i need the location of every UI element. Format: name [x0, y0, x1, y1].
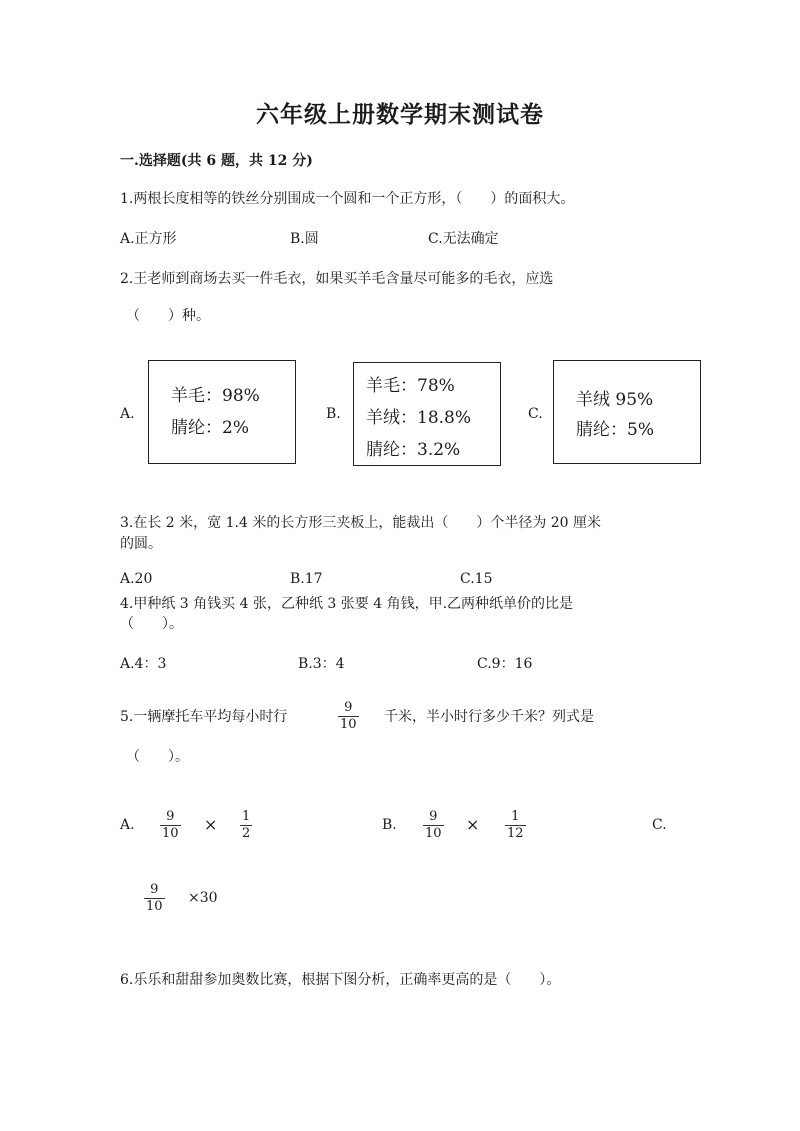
option-c-fraction	[144, 883, 165, 914]
fraction-denominator: 2	[242, 826, 251, 841]
question-1-option-b: B.圆	[290, 231, 319, 247]
option-c-multiplier: ×30	[188, 890, 218, 906]
box-c-line-1: 羊绒 95%	[576, 390, 654, 410]
question-2-text-line2: （ ）种。	[126, 308, 210, 324]
question-5-option-c-label: C.	[652, 817, 667, 833]
question-2-box-a	[148, 360, 296, 464]
option-a-fraction-2	[240, 810, 252, 841]
question-2-label-a: A.	[120, 406, 135, 422]
question-2-box-c	[553, 360, 701, 464]
fraction-numerator: 9	[166, 809, 175, 824]
question-2-box-b	[353, 362, 501, 466]
box-a-line-2: 腈纶：2%	[171, 418, 249, 438]
fraction-denominator: 12	[507, 826, 524, 841]
option-a-multiply-sign: ×	[204, 815, 218, 834]
question-1-option-a: A.正方形	[120, 231, 177, 247]
question-4-option-a: A.4：3	[120, 656, 167, 672]
question-2-text-line1: 2.王老师到商场去买一件毛衣，如果买羊毛含量尽可能多的毛衣，应选	[120, 271, 554, 287]
question-1-text: 1.两根长度相等的铁丝分别围成一个圆和一个正方形，（ ）的面积大。	[120, 191, 575, 207]
option-a-fraction-1	[160, 810, 181, 841]
question-3-text-line1: 3.在长 2 米，宽 1.4 米的长方形三夹板上，能裁出（ ）个半径为 20 厘米	[120, 515, 602, 531]
fraction-numerator: 9	[429, 809, 438, 824]
question-4-text-line2: （ ）。	[120, 616, 183, 632]
question-5-text-before: 5.一辆摩托车平均每小时行	[120, 709, 288, 725]
question-6-text: 6.乐乐和甜甜参加奥数比赛，根据下图分析，正确率更高的是（ ）。	[120, 972, 561, 988]
page-title: 六年级上册数学期末测试卷	[256, 101, 544, 128]
fraction-numerator: 1	[511, 809, 520, 824]
question-5-text-after: 千米，半小时行多少千米？列式是	[384, 709, 594, 725]
option-b-fraction-1	[423, 810, 444, 841]
fraction-numerator: 1	[242, 809, 251, 824]
fraction-denominator: 10	[162, 826, 179, 841]
question-5-option-a-label: A.	[120, 817, 135, 833]
fraction-denominator: 10	[146, 899, 163, 914]
question-5-fraction	[338, 701, 359, 732]
box-b-line-1: 羊毛：78%	[366, 376, 455, 396]
box-b-line-2: 羊绒：18.8%	[366, 408, 472, 428]
question-4-option-b: B.3：4	[298, 656, 345, 672]
box-b-line-3: 腈纶：3.2%	[366, 440, 461, 460]
question-5-option-b-label: B.	[382, 817, 397, 833]
fraction-denominator: 10	[340, 717, 357, 732]
option-b-fraction-2	[505, 810, 526, 841]
fraction-numerator: 9	[344, 700, 353, 715]
box-c-line-2: 腈纶：5%	[576, 420, 654, 440]
question-5-text-line2: （ ）。	[126, 749, 189, 765]
question-4-option-c: C.9：16	[477, 656, 533, 672]
box-a-line-1: 羊毛：98%	[171, 386, 260, 406]
question-1-option-c: C.无法确定	[428, 231, 499, 247]
question-2-label-c: C.	[528, 406, 543, 422]
question-2-label-b: B.	[326, 406, 341, 422]
option-b-multiply-sign: ×	[466, 815, 480, 834]
section-heading: 一.选择题(共 6 题，共 12 分)	[120, 153, 313, 169]
question-4-text-line1: 4.甲种纸 3 角钱买 4 张，乙种纸 3 张要 4 角钱，甲.乙两种纸单价的比是	[120, 596, 574, 612]
question-3-text-line2: 的圆。	[120, 536, 162, 552]
question-3-option-a: A.20	[120, 571, 153, 587]
fraction-denominator: 10	[425, 826, 442, 841]
fraction-numerator: 9	[150, 882, 159, 897]
question-3-option-b: B.17	[290, 571, 323, 587]
question-3-option-c: C.15	[460, 571, 493, 587]
